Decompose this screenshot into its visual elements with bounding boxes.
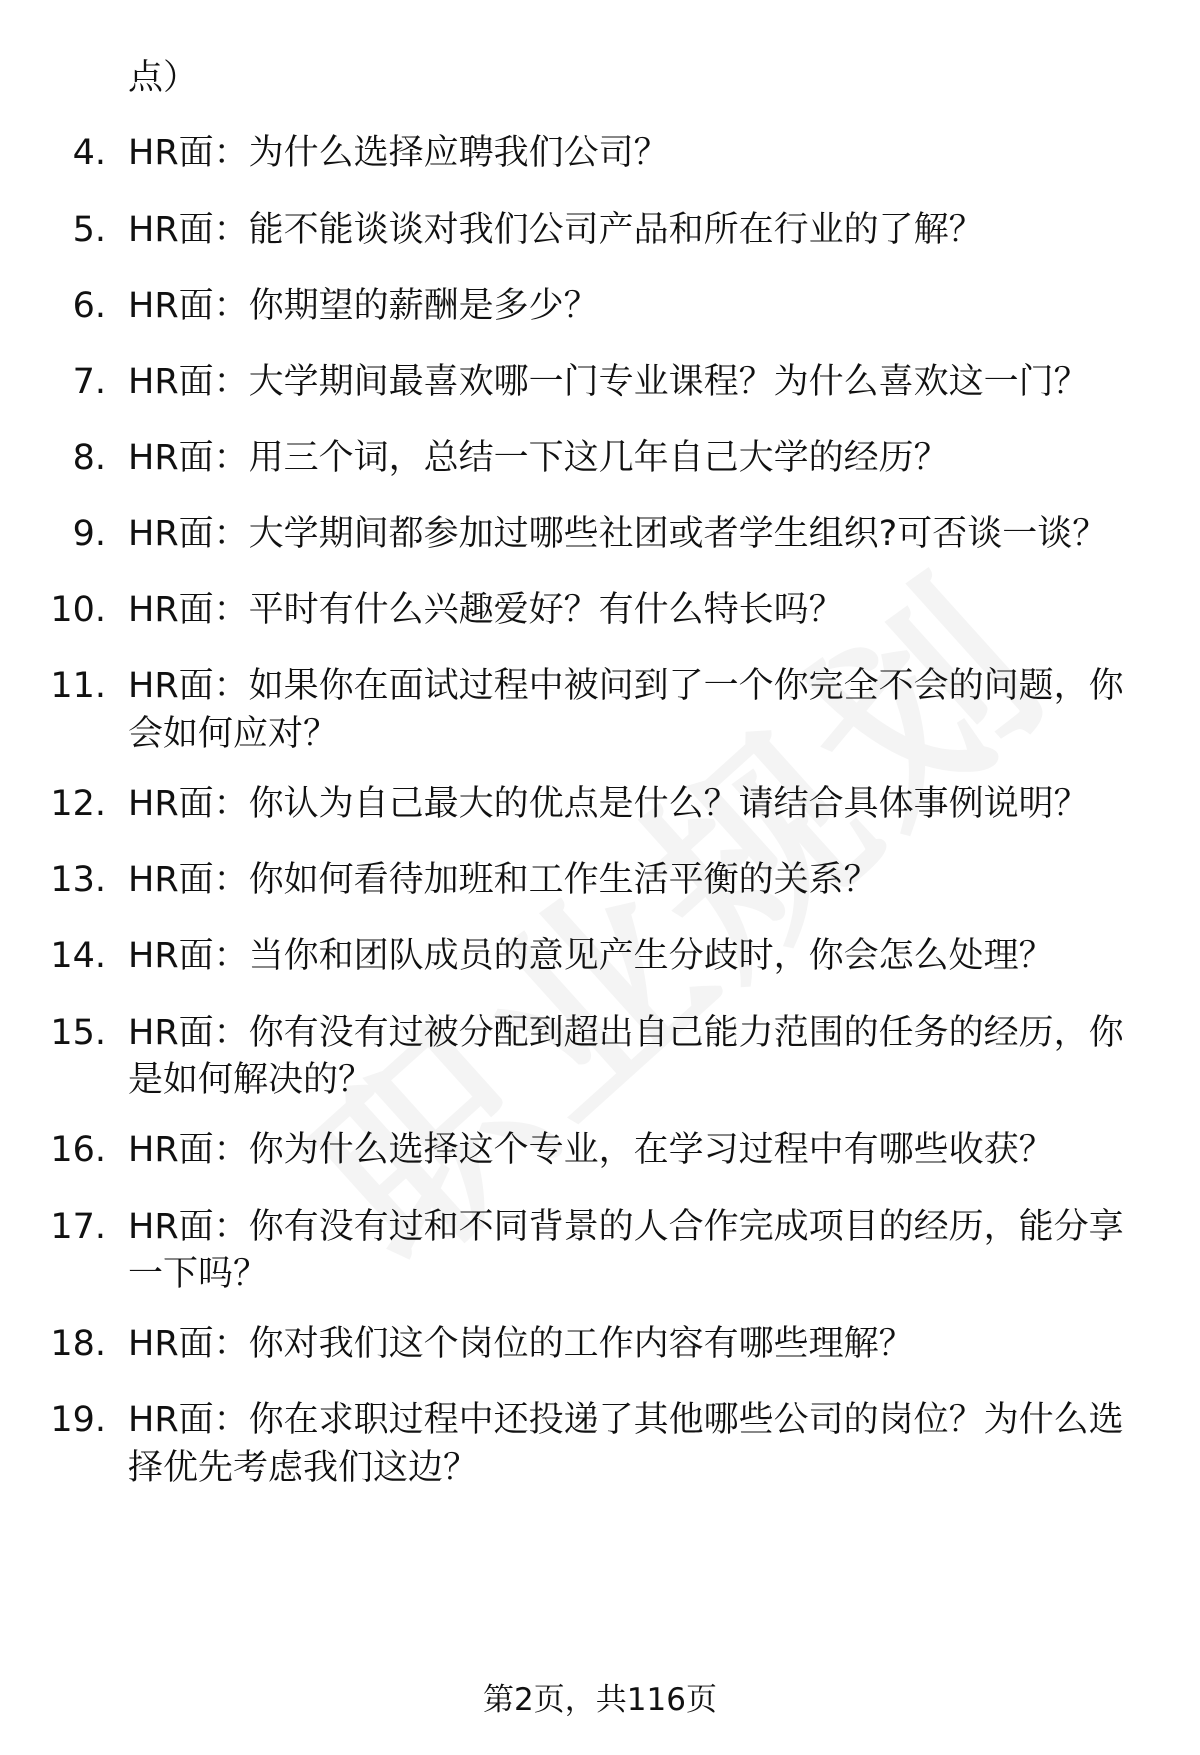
item-text: HR面：你认为自己最大的优点是什么？请结合具体事例说明？ [128,784,1089,824]
item-text: HR面：你在求职过程中还投递了其他哪些公司的岗位？为什么选 [128,1400,1124,1440]
item-text-continuation: 一下吗？ [128,1254,269,1294]
item-number: 15. [50,1013,106,1053]
item-text: HR面：你期望的薪酬是多少？ [128,286,599,326]
item-text: HR面：你有没有过和不同背景的人合作完成项目的经历，能分享 [128,1207,1124,1247]
item-number: 5. [72,210,106,250]
item-number: 8. [72,438,106,478]
item-text: HR面：你为什么选择这个专业，在学习过程中有哪些收获？ [128,1130,1054,1170]
item-number: 12. [50,784,106,824]
continuation-text: 点） [128,58,199,98]
item-number: 19. [50,1400,106,1440]
item-number: 11. [50,666,106,706]
item-number: 9. [72,514,106,554]
item-text: HR面：你如何看待加班和工作生活平衡的关系？ [128,860,879,900]
item-text: HR面：你对我们这个岗位的工作内容有哪些理解？ [128,1324,914,1364]
item-text: HR面：为什么选择应聘我们公司？ [128,133,669,173]
item-text: HR面：大学期间最喜欢哪一门专业课程？为什么喜欢这一门？ [128,362,1089,402]
item-number: 14. [50,936,106,976]
item-text: HR面：你有没有过被分配到超出自己能力范围的任务的经历，你 [128,1013,1124,1053]
item-number: 17. [50,1207,106,1247]
item-number: 10. [50,590,106,630]
page-footer: 第2页，共116页 [483,1682,717,1718]
item-number: 18. [50,1324,106,1364]
item-text-continuation: 择优先考虑我们这边？ [128,1448,479,1488]
item-number: 7. [72,362,106,402]
item-number: 6. [72,286,106,326]
item-text: HR面：如果你在面试过程中被问到了一个你完全不会的问题，你 [128,666,1124,706]
item-text: HR面：用三个词，总结一下这几年自己大学的经历？ [128,438,949,478]
item-text: HR面：当你和团队成员的意见产生分歧时，你会怎么处理？ [128,936,1054,976]
item-number: 16. [50,1130,106,1170]
item-text: HR面：大学期间都参加过哪些社团或者学生组织?可否谈一谈？ [128,514,1108,554]
item-number: 13. [50,860,106,900]
item-text-continuation: 是如何解决的？ [128,1060,374,1100]
item-text: HR面：平时有什么兴趣爱好？有什么特长吗？ [128,590,844,630]
item-text: HR面：能不能谈谈对我们公司产品和所在行业的了解？ [128,210,984,250]
item-number: 4. [72,133,106,173]
item-text-continuation: 会如何应对？ [128,714,339,754]
